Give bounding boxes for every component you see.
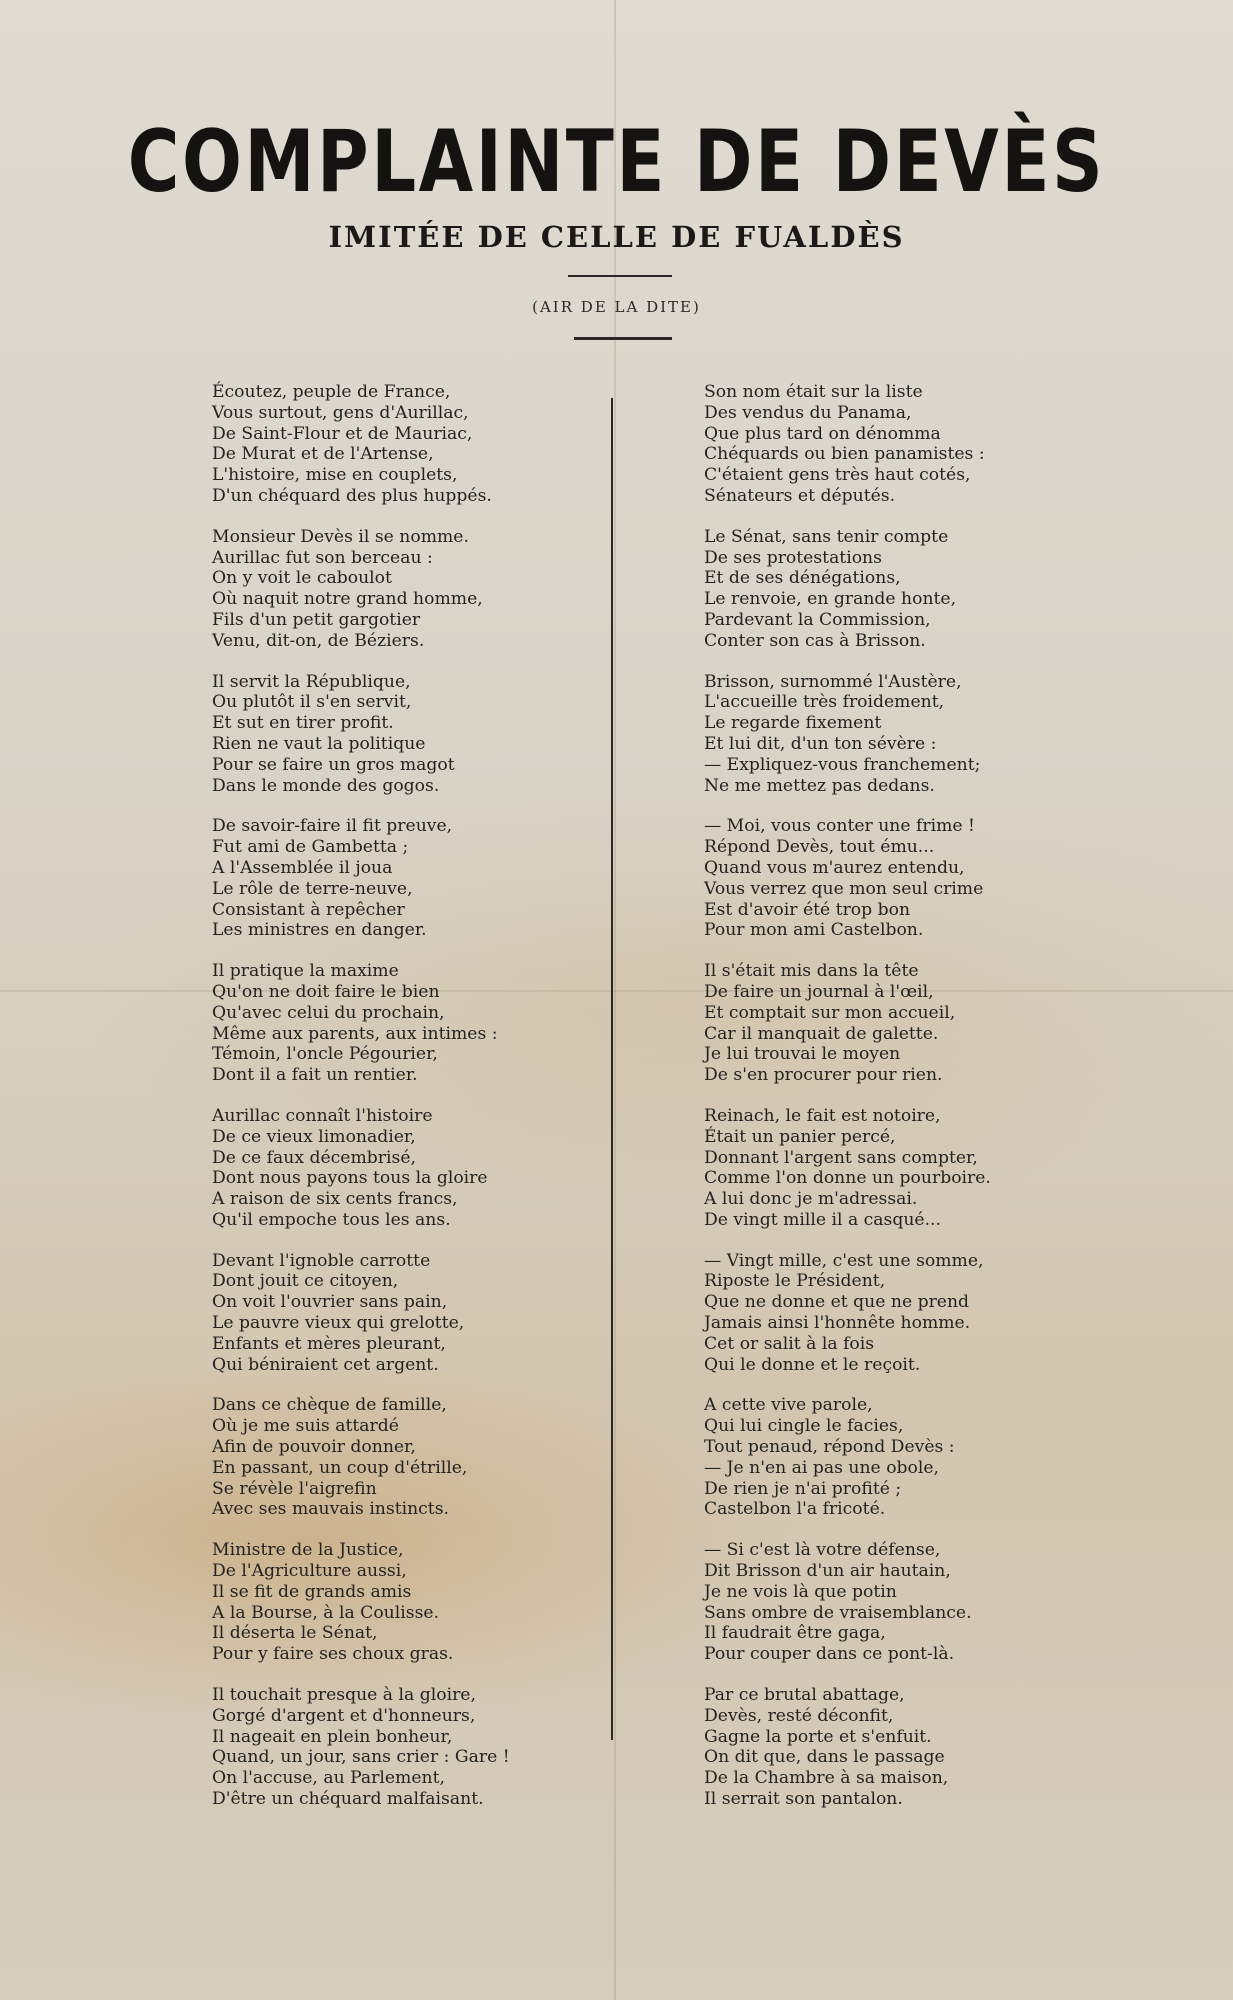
tune-note: (AIR DE LA DITE) <box>532 298 701 316</box>
verse-line: Que plus tard on dénomma <box>704 423 941 444</box>
verse-line: Sans ombre de vraisemblance. <box>704 1602 972 1623</box>
verse-line: Et de ses dénégations, <box>704 568 901 589</box>
stanza <box>212 1251 612 1376</box>
verse-line: Et comptait sur mon accueil, <box>704 1002 956 1023</box>
verse-line: Reinach, le fait est notoire, <box>704 1105 941 1126</box>
verse-line: Enfants et mères pleurant, <box>212 1333 446 1354</box>
verse-line: Où je me suis attardé <box>212 1416 399 1437</box>
verse-line: — Vingt mille, c'est une somme, <box>704 1250 984 1271</box>
column-divider <box>611 398 613 1740</box>
verse-line: Qui béniraient cet argent. <box>212 1354 439 1375</box>
verse-line: Le renvoie, en grande honte, <box>704 589 957 610</box>
stanza <box>212 672 612 797</box>
verse-line: Même aux parents, aux intimes : <box>212 1023 498 1044</box>
verse-line: Rien ne vaut la politique <box>212 733 426 754</box>
verse-line: Dans ce chèque de famille, <box>212 1395 447 1416</box>
verse-line: Il déserta le Sénat, <box>212 1623 378 1644</box>
verse-line: Qu'il empoche tous les ans. <box>212 1209 451 1230</box>
verse-line: Répond Devès, tout ému... <box>704 837 935 858</box>
stanza <box>704 816 1124 941</box>
verse-line: Comme l'on donne un pourboire. <box>704 1168 991 1189</box>
verse-line: Conter son cas à Brisson. <box>704 630 926 651</box>
verse-line: Dont il a fait un rentier. <box>212 1065 418 1086</box>
verse-line: A cette vive parole, <box>704 1395 873 1416</box>
verse-line: Témoin, l'oncle Pégourier, <box>212 1044 438 1065</box>
verse-line: De ses protestations <box>704 547 882 568</box>
verse-line: Se révèle l'aigrefin <box>212 1478 377 1499</box>
verse-line: De rien je n'ai profité ; <box>704 1478 902 1499</box>
verse-line: Je lui trouvai le moyen <box>704 1044 901 1065</box>
verse-line: Il serrait son pantalon. <box>704 1789 903 1810</box>
verse-line: Monsieur Devès il se nomme. <box>212 526 469 547</box>
verse-line: D'être un chéquard malfaisant. <box>212 1789 484 1810</box>
verse-line: Dit Brisson d'un air hautain, <box>704 1561 951 1582</box>
verse-line: Le pauvre vieux qui grelotte, <box>212 1313 465 1334</box>
verse-line: Cet or salit à la fois <box>704 1333 875 1354</box>
verse-line: Avec ses mauvais instincts. <box>212 1499 449 1520</box>
verse-line: De l'Agriculture aussi, <box>212 1561 407 1582</box>
title-divider <box>568 275 672 277</box>
verse-line: On y voit le caboulot <box>212 568 392 589</box>
verse-line: Quand, un jour, sans crier : Gare ! <box>212 1747 510 1768</box>
verse-line: Était un panier percé, <box>704 1126 896 1147</box>
verse-line: Qu'on ne doit faire le bien <box>212 981 440 1002</box>
verse-line: On dit que, dans le passage <box>704 1747 945 1768</box>
verse-line: Fut ami de Gambetta ; <box>212 837 409 858</box>
verse-line: Gagne la porte et s'enfuit. <box>704 1726 932 1747</box>
verse-line: Fils d'un petit gargotier <box>212 609 421 630</box>
stanza <box>704 1685 1124 1810</box>
verse-line: Qu'avec celui du prochain, <box>212 1002 445 1023</box>
verse-line: Et sut en tirer profit. <box>212 713 394 734</box>
verse-line: Quand vous m'aurez entendu, <box>704 857 965 878</box>
right-column <box>704 382 1124 1830</box>
verse-line: Aurillac connaît l'histoire <box>212 1105 433 1126</box>
verse-line: A la Bourse, à la Coulisse. <box>212 1602 440 1623</box>
stanza <box>704 1251 1124 1376</box>
verse-line: Gorgé d'argent et d'honneurs, <box>212 1705 476 1726</box>
verse-line: Castelbon l'a fricoté. <box>704 1499 886 1520</box>
stanza <box>704 1106 1124 1231</box>
verse-line: Consistant à repêcher <box>212 899 405 920</box>
verse-line: On l'accuse, au Parlement, <box>212 1768 445 1789</box>
verse-line: A lui donc je m'adressai. <box>704 1189 918 1210</box>
stanza <box>704 382 1124 507</box>
stanza <box>704 1395 1124 1520</box>
verse-line: Devès, resté déconfit, <box>704 1705 894 1726</box>
verse-line: Il touchait presque à la gloire, <box>212 1685 476 1706</box>
verse-line: Il servit la République, <box>212 671 411 692</box>
verse-line: Dans le monde des gogos. <box>212 775 440 796</box>
verse-line: De Murat et de l'Artense, <box>212 444 434 465</box>
verse-line: Dont nous payons tous la gloire <box>212 1168 488 1189</box>
left-column <box>212 382 612 1830</box>
stanza <box>212 1106 612 1231</box>
verse-line: De faire un journal à l'œil, <box>704 981 934 1002</box>
verse-line: Où naquit notre grand homme, <box>212 589 483 610</box>
verse-line: Afin de pouvoir donner, <box>212 1437 416 1458</box>
verse-line: D'un chéquard des plus huppés. <box>212 485 492 506</box>
verse-line: De Saint-Flour et de Mauriac, <box>212 423 473 444</box>
verse-line: Qui le donne et le reçoit. <box>704 1354 921 1375</box>
verse-line: Les ministres en danger. <box>212 920 427 941</box>
stanza <box>212 1395 612 1520</box>
verse-line: Il nageait en plein bonheur, <box>212 1726 453 1747</box>
verse-line: Pour se faire un gros magot <box>212 754 455 775</box>
verse-line: Venu, dit-on, de Béziers. <box>212 630 425 651</box>
verse-line: Et lui dit, d'un ton sévère : <box>704 733 937 754</box>
verse-line: Ne me mettez pas dedans. <box>704 775 935 796</box>
verse-line: De s'en procurer pour rien. <box>704 1065 943 1086</box>
verse-line: De ce faux décembrisé, <box>212 1147 416 1168</box>
verse-line: — Si c'est là votre défense, <box>704 1540 941 1561</box>
verse-line: Jamais ainsi l'honnête homme. <box>704 1313 971 1334</box>
verse-line: Il s'était mis dans la tête <box>704 961 919 982</box>
verse-line: Brisson, surnommé l'Austère, <box>704 671 962 692</box>
stanza <box>704 1540 1124 1665</box>
verse-line: L'histoire, mise en couplets, <box>212 465 458 486</box>
verse-line: Écoutez, peuple de France, <box>212 382 451 402</box>
verse-line: En passant, un coup d'étrille, <box>212 1457 468 1478</box>
verse-line: Que ne donne et que ne prend <box>704 1292 970 1313</box>
verse-line: Le rôle de terre-neuve, <box>212 878 413 899</box>
verse-line: Par ce brutal abattage, <box>704 1685 905 1706</box>
verse-line: — Moi, vous conter une frime ! <box>704 816 975 837</box>
verse-line: De la Chambre à sa maison, <box>704 1768 949 1789</box>
verse-line: Je ne vois là que potin <box>704 1581 897 1602</box>
stanza <box>704 961 1124 1086</box>
verse-line: Dont jouit ce citoyen, <box>212 1271 399 1292</box>
verse-line: Ou plutôt il s'en servit, <box>212 692 412 713</box>
verse-line: A raison de six cents francs, <box>212 1189 458 1210</box>
verse-line: Riposte le Président, <box>704 1271 886 1292</box>
verse-line: Sénateurs et députés. <box>704 485 896 506</box>
verse-line: Son nom était sur la liste <box>704 382 923 402</box>
verse-line: Aurillac fut son berceau : <box>212 547 433 568</box>
verse-line: Chéquards ou bien panamistes : <box>704 444 985 465</box>
verse-line: Pour mon ami Castelbon. <box>704 920 924 941</box>
verse-line: Pour y faire ses choux gras. <box>212 1644 454 1665</box>
stanza <box>212 1540 612 1665</box>
stanza <box>704 672 1124 797</box>
verse-line: C'étaient gens très haut cotés, <box>704 465 971 486</box>
verse-line: De ce vieux limonadier, <box>212 1126 416 1147</box>
verse-line: L'accueille très froidement, <box>704 692 945 713</box>
verse-line: Pardevant la Commission, <box>704 609 931 630</box>
verse-line: De vingt mille il a casqué... <box>704 1209 941 1230</box>
page-subtitle: IMITÉE DE CELLE DE FUALDÈS <box>328 220 905 254</box>
page-title: COMPLAINTE DE DEVÈS <box>127 112 1106 212</box>
verse-line: On voit l'ouvrier sans pain, <box>212 1292 448 1313</box>
verse-line: Il pratique la maxime <box>212 961 399 982</box>
verse-line: Il se fit de grands amis <box>212 1581 412 1602</box>
verse-line: Devant l'ignoble carrotte <box>212 1250 431 1271</box>
verse-line: — Expliquez-vous franchement; <box>704 754 981 775</box>
stanza <box>212 382 612 507</box>
verse-line: Donnant l'argent sans compter, <box>704 1147 978 1168</box>
verse-line: Ministre de la Justice, <box>212 1540 404 1561</box>
verse-line: Tout penaud, répond Devès : <box>704 1437 955 1458</box>
verse-line: A l'Assemblée il joua <box>212 857 393 878</box>
verse-line: Car il manquait de galette. <box>704 1023 939 1044</box>
verse-line: Le regarde fixement <box>704 713 882 734</box>
verse-line: Le Sénat, sans tenir compte <box>704 526 949 547</box>
verse-line: Vous surtout, gens d'Aurillac, <box>212 402 469 423</box>
verse-line: — Je n'en ai pas une obole, <box>704 1457 940 1478</box>
stanza <box>212 1685 612 1810</box>
verse-line: De savoir-faire il fit preuve, <box>212 816 453 837</box>
verse-line: Qui lui cingle le facies, <box>704 1416 904 1437</box>
verse-line: Est d'avoir été trop bon <box>704 899 911 920</box>
verse-line: Des vendus du Panama, <box>704 402 912 423</box>
header-divider <box>574 337 672 340</box>
verse-line: Il faudrait être gaga, <box>704 1623 886 1644</box>
stanza <box>704 527 1124 652</box>
stanza <box>212 527 612 652</box>
verse-line: Pour couper dans ce pont-là. <box>704 1644 955 1665</box>
stanza <box>212 961 612 1086</box>
stanza <box>212 816 612 941</box>
verse-line: Vous verrez que mon seul crime <box>704 878 984 899</box>
